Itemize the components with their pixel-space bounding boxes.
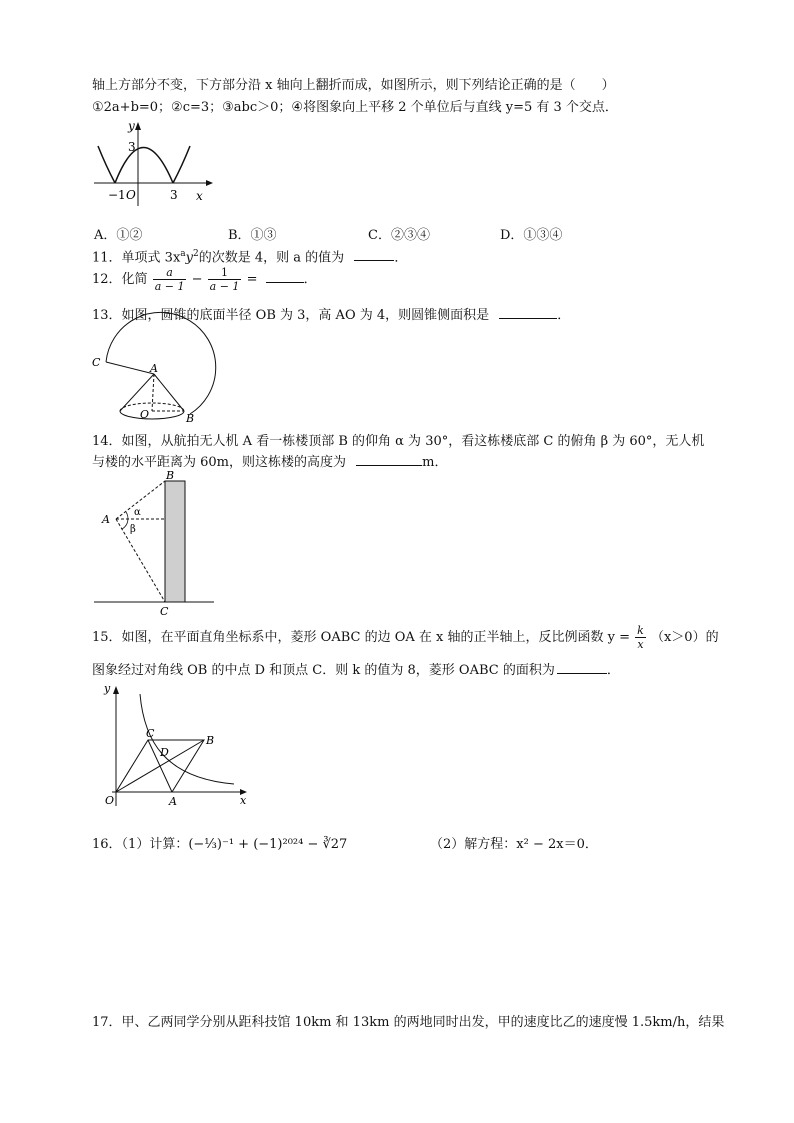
q12-line (92, 266, 317, 293)
q12-end: ． (303, 272, 317, 287)
q14-alpha-arc (126, 512, 128, 519)
q15-rhombus-figure (94, 680, 254, 810)
q10-line2: ①2a+b=0；②c=3；③abc＞0；④将图象向上平移 2 个单位后与直线 y=5 有 3 个交点． (92, 100, 618, 115)
q15-label-c: C (146, 727, 155, 740)
q15-label-d: D (160, 746, 169, 759)
q13-cone-right (154, 374, 184, 411)
q15-label-x: x (240, 794, 247, 807)
q10-tick-3-x: 3 (170, 188, 178, 202)
q15-fraction-k-over-x (635, 624, 646, 651)
q14-sightline-ac (116, 519, 165, 602)
q13-text: 13．如图，圆锥的底面半径 OB 为 3，高 AO 为 4，则圆锥侧面积是 (92, 308, 490, 323)
q14-line1: 14．如图，从航拍无人机 A 看一栋楼顶部 B 的仰角 α 为 30°，看这栋楼底部 C 的俯角 β 为 60°，无人机 (92, 434, 705, 449)
q10-option-d: D．①③④ (500, 228, 563, 243)
q13-slant-ca (106, 362, 154, 374)
q12-equals: = (246, 272, 258, 287)
q10-x-arrow (206, 180, 213, 186)
q15-line2-pre: 图象经过对角线 OB 的中点 D 和顶点 C．则 k 的值为 8，菱形 OABC 的面积为 (92, 663, 555, 678)
q14-label-alpha: α (134, 507, 141, 518)
q15-label-b: B (206, 734, 215, 747)
q15-answer-blank[interactable] (557, 661, 607, 674)
q12-answer-blank[interactable] (266, 270, 304, 283)
q14-line2-end: m． (422, 455, 448, 470)
q14-label-a: A (102, 513, 110, 526)
q11-pre: 11．单项式 3x (92, 250, 181, 266)
q10-tick-minus1: −1 (108, 188, 126, 202)
q12-fraction-1 (153, 266, 187, 293)
q10-folded-parabola-right (173, 146, 190, 183)
q13-cone-left (120, 374, 154, 411)
q14-building (165, 481, 185, 602)
q16-part2: （2）解方程：x² − 2x＝0． (430, 837, 598, 852)
q10-y-arrow (135, 122, 141, 130)
q13-end: ． (557, 308, 571, 323)
q13-label-o: O (140, 408, 150, 421)
q13-base-front (120, 411, 184, 419)
q12-f1-den: a − 1 (154, 280, 185, 293)
q10-line1: 轴上方部分不变，下方部分沿 x 轴向上翻折而成，如图所示，则下列结论正确的是（ ） (92, 78, 615, 93)
q10-y-label: y (128, 119, 135, 133)
q13-label-b: B (186, 412, 195, 425)
q14-drone-building-figure (92, 470, 222, 620)
q16-part1 (92, 836, 347, 854)
q12-f2-num: 1 (221, 266, 229, 279)
q10-option-c: C．②③④ (368, 228, 430, 243)
q10-parabola-graph (88, 118, 218, 210)
q12-f2-den: a − 1 (209, 280, 240, 293)
q14-line2-pre: 与楼的水平距离为 60m，则这栋楼的高度为 (92, 455, 347, 470)
q15-frac-num: k (637, 624, 644, 637)
q11-end: ． (394, 250, 408, 266)
q11-line (92, 245, 407, 267)
q17-line: 17．甲、乙两同学分别从距科技馆 10km 和 13km 的两地同时出发，甲的速度比乙的速度慢 1.5km/h，结果 (92, 1015, 725, 1030)
q11-sup-a: a (180, 249, 186, 259)
q10-origin: O (126, 188, 136, 202)
q13-answer-blank[interactable] (499, 306, 557, 319)
q15-line2 (92, 661, 620, 680)
q10-folded-parabola-left (98, 146, 115, 183)
q12-pre: 12．化简 (92, 272, 148, 287)
q10-option-a: A．①② (94, 228, 143, 243)
q10-folded-parabola-middle (115, 148, 173, 184)
q15-line1-post: （x＞0）的 (650, 630, 719, 645)
q13-cone-figure (88, 322, 213, 427)
q15-line2-end: ． (606, 663, 620, 678)
q13-height-ao (152, 374, 154, 411)
q15-label-y: y (104, 682, 111, 695)
q12-fraction-2 (208, 266, 242, 293)
q15-line1 (92, 624, 719, 652)
q14-label-c: C (160, 605, 169, 618)
q15-label-a: A (169, 795, 177, 808)
q12-minus: − (191, 272, 203, 287)
q10-tick-3-y: 3 (128, 140, 136, 154)
q15-frac-den: x (635, 637, 646, 651)
q11-answer-blank[interactable] (354, 248, 394, 261)
q16-part1-expr: (−⅓)⁻¹ + (−1)²⁰²⁴ − ∛27 (188, 837, 348, 852)
q11-post: 的次数是 4，则 a 的值为 (198, 250, 345, 266)
q10-x-label: x (196, 189, 203, 203)
q15-line1-pre: 15．如图，在平面直角坐标系中，菱形 OABC 的边 OA 在 x 轴的正半轴上，反比例函数 y = (92, 630, 631, 645)
q13-sector-arc (106, 312, 216, 414)
q13-label-a: A (150, 362, 158, 375)
q16-part1-pre: 16．（1）计算： (92, 837, 189, 852)
q14-beta-arc (122, 519, 128, 529)
q14-answer-blank[interactable] (356, 453, 422, 466)
q11-y: y (185, 250, 194, 266)
q14-label-beta: β (130, 524, 136, 535)
q11-sup-2: 2 (193, 249, 199, 259)
q13-label-c: C (92, 356, 101, 369)
q15-label-o: O (105, 794, 115, 807)
q12-f1-num: a (166, 266, 173, 279)
q15-y-arrow (113, 686, 119, 694)
q10-option-b: B．①③ (228, 228, 277, 243)
q14-label-b: B (166, 469, 175, 482)
